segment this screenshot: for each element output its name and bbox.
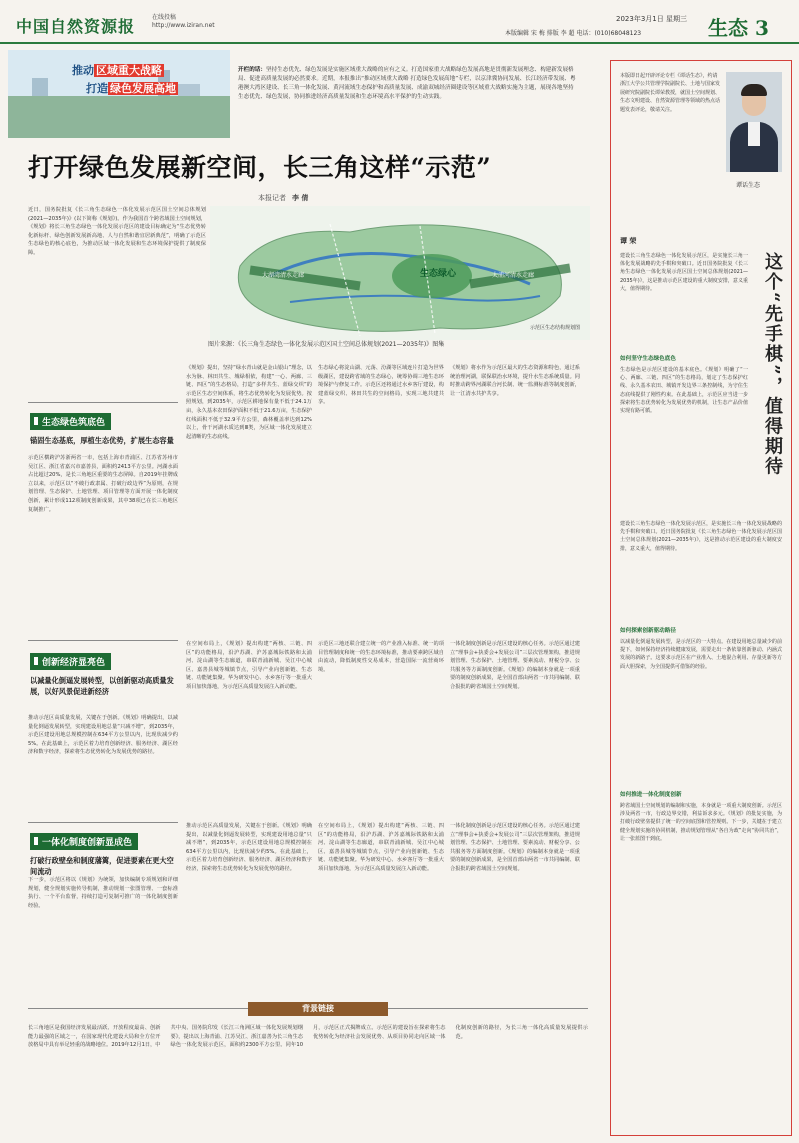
intro-label: 开栏的话： — [238, 67, 266, 73]
article-paragraph: 在空间布局上，《规划》提出构建“两核、三链、四区”的功能格局，沿沪苏湖、沪苏嘉城际铁路和太浦河、淀山湖等生态廊道，串联青浦新城、吴江中心城区、嘉善县城等城镇节点，引导产业向创新链、生态链、功能链集聚。华为研发中心、水乡客厅等一批重大项目加快落地，为示范区高质量发展注入新动能。 — [186, 641, 312, 690]
subheading-line: 打破行政壁垒和制度藩篱，促进要素在更大空间流动 — [30, 856, 174, 876]
subheading-line: 锚固生态基底，厚植生态优势，扩展生态容量 — [30, 436, 174, 445]
column-name: 谭话生态 — [736, 182, 761, 189]
column-paragraph: 建设长三角生态绿色一体化发展示范区，是实施长三角一体化发展战略的先手棋和突破口。近日国务院批复《长三角生态绿色一体化发展示范区国土空间总体规划(2021—2035年)》，这是推动示范区建设的重大制度安排，意义重大，值得期待。 — [620, 253, 748, 292]
column-title: 这个“先手棋”，值得期待 — [762, 252, 783, 477]
map-corridor-right: 太浦河清水走廊 — [492, 272, 535, 279]
column-paragraph: 生态绿色是示范区建设的基本底色。《规划》明确了“一心、两廊、三链、四区”的生态格局，划定了生态保护红线、永久基本农田、城镇开发边界三条控制线，为守住生态底线提供了刚性约束。在此基础上，示范区应当进一步探索将生态优势转化为发展优势的机制，让生态产品价值实现有路可循。 — [620, 367, 748, 415]
article-paragraph: 示范区三地还联合建立统一的产业准入标准、统一的项目管理制度和统一的生态环境标准，推动要素跨区域自由流动，降低制度性交易成本，营造国际一流营商环境。 — [318, 641, 444, 673]
subheading-block — [30, 410, 180, 446]
subheading-tag: 一体化制度创新显成色 — [30, 833, 138, 850]
article-paragraph: 《规划》将水作为示范区最大的生态资源和特色，通过系统治理河湖，联保联治水环境，提升水生态系统质量。同时推动跨界河湖联合河长制、统一监测标准等制度创新，让一江清水共护共享。 — [450, 365, 580, 397]
column-banner — [8, 50, 230, 138]
map-corridor-left: 大湖湾清水走廊 — [262, 272, 305, 279]
section-rule — [28, 640, 178, 641]
publication-name: 中国自然资源报 — [16, 17, 136, 36]
column-subheading: 如何探索创新驱动路径 — [620, 628, 676, 634]
author-photo — [726, 72, 782, 172]
section-rule — [28, 402, 178, 403]
article-paragraph: 推动示范区高质量发展，关键在于创新。《规划》明确提出，以减量化倒逼发展转型，实现建设用地总量“只减不增”，到2035年，示范区建设用地总规模控制在634平方公里以内，比现状减少约5%。在此基础上，示范区着力培育创新经济、服务经济、湖区经济和数字经济，探索将生态优势转化为发展优势的路径。 — [186, 823, 312, 872]
column-author-bio: 本版即日起开辟评论专栏《谭话生态》，约请浙江大学公共管理学院副院长、土地与国家发展研究院副院长谭荣教授，就国土空间规划、生态文明建设、自然资源管理等领域的热点话题发表评论，敬请关注。 — [620, 73, 721, 113]
editor-credits: 本版编辑 宋 梅 排版 李 超 电话：(010)68048123 — [505, 30, 642, 37]
article-paragraph: 近日，国务院批复《长三角生态绿色一体化发展示范区国土空间总体规划(2021—2035年)》(以下简称《规划》)。作为我国首个跨省域国土空间规划，《规划》将长三角生态绿色一体化发展示范区的建设目标确定为“生态优势转化新标杆、绿色创新发展新高地、人与自然和谐宜居新典范”，明确了示范区生态绿色的核心底色，为推动区域一体化发展和生态环境保护提供了制度保障。 — [28, 207, 206, 256]
page-number: 3 — [754, 16, 769, 40]
banner-line-1: 推动 区域重大战略 — [72, 64, 162, 77]
section-name: 生态 — [708, 16, 748, 40]
article-paragraph: 在空间布局上，《规划》提出构建“两核、三链、四区”的功能格局，沿沪苏湖、沪苏嘉城际铁路和太浦河、淀山湖等生态廊道，串联青浦新城、吴江中心城区、嘉善县城等城镇节点，引导产业向创新链、生态链、功能链集聚。华为研发中心、水乡客厅等一批重大项目加快落地，为示范区高质量发展注入新动能。 — [318, 823, 444, 872]
submission-label: 在线投稿 — [152, 14, 177, 21]
column-paragraph: 跨省域国土空间规划的编制和实施，本身就是一项重大制度创新。示范区涉及两省一市，行政边界交错，利益诉求多元。《规划》的批复实施，为打破行政壁垒提供了统一的空间底图和管控规则。下一步，关键在于建立健全规划实施的协同机制，推动规划管理从“各自为政”走向“协同共治”，让一张蓝图干到底。 — [620, 803, 782, 842]
submission-url[interactable] — [152, 14, 215, 30]
banner-line-2: 打造 绿色发展高地 — [86, 82, 176, 95]
submission-link[interactable]: http://www.iziran.net — [152, 22, 215, 29]
subheading-block — [30, 650, 180, 697]
article-paragraph: 一体化制度创新是示范区建设的核心任务。示范区通过建立“理事会+执委会+发展公司”三层次管理架构，推进规划管理、生态保护、土地管理、要素流动、财税分享、公共服务等方面制度创新。《规划》的编制本身就是一项重要的制度创新成果，是全国首部由两省一市共同编制、联合报批的跨省域国土空间规划。 — [450, 823, 580, 872]
column-subheading: 如何推进一体化制度创新 — [620, 792, 682, 798]
headline: 打开绿色发展新空间，长三角这样“示范” — [28, 153, 492, 182]
article-paragraph: 推动示范区高质量发展，关键在于创新。《规划》明确提出，以减量化倒逼发展转型，实现建设用地总量“只减不增”，到2035年，示范区建设用地总规模控制在634平方公里以内，比现状减少约5%。在此基础上，示范区着力培育创新经济、服务经济、湖区经济和数字经济，探索将生态优势转化为发展优势的路径。 — [28, 715, 178, 756]
subheading-tag: 创新经济显亮色 — [30, 653, 111, 670]
section-title — [708, 12, 769, 41]
background-link-text: 长三角地区是我国经济发展最活跃、开放程度最高、创新能力最强的区域之一，在国家现代化建设大局和全方位开放格局中具有举足轻重的战略地位。2019年12月1日，中共中央、国务院印发《长江三角洲区域一体化发展规划纲要》，提出以上海青浦、江苏吴江、浙江嘉善为长三角生态绿色一体化发展示范区，面积约2300平方公里。同年10月，示范区正式揭牌成立。示范区的建设旨在探索将生态优势转化为经济社会发展优势、从项目协同走向区域一体化制度创新的路径，为长三角一体化高质量发展提供示范。 — [28, 1025, 588, 1049]
byline: 本报记者 李 倩 — [258, 194, 309, 202]
column-paragraph: 建设长三角生态绿色一体化发展示范区，是实施长三角一体化发展战略的先手棋和突破口。近日国务院批复《长三角生态绿色一体化发展示范区国土空间总体规划(2021—2035年)》，这是推动示范区建设的重大制度安排，意义重大，值得期待。 — [620, 521, 782, 552]
article-paragraph: 示范区横跨沪苏浙两省一市，包括上海市青浦区、江苏省苏州市吴江区、浙江省嘉兴市嘉善县，面积约2413平方公里。河湖水面占比超过20%，是长三角地区重要的生态屏障。自2019年挂牌成立以来，示范区以“不破行政隶属、打破行政边界”为原则，在规划管理、生态保护、土地管理、项目管理等方面开展一体化制度创新，累计形成112项制度创新成果，其中38项已在长三角地区复制推广。 — [28, 455, 178, 513]
column-author: 谭 荣 — [620, 237, 637, 245]
article-paragraph: 《规划》提出，坚持“绿水青山就是金山银山”理念，以水为脉、林田共生、城绿相依，构建“一心、两廊、三链、四区”的生态格局，打造“多样共生、蓝绿交织”的示范区生态空间体系，将生态优势转化为发展优势。按照规划，到2035年，示范区耕地保有量不低于24.1万亩，永久基本农田保护面积不低于21.6万亩，生态保护红线面积不低于32.9平方公里，森林覆盖率达到12%以上，骨干河湖水质达到Ⅲ类，为区域一体化发展建立起清晰的生态底线。 — [186, 365, 312, 440]
column-intro — [238, 66, 578, 136]
article-paragraph: 一体化制度创新是示范区建设的核心任务。示范区通过建立“理事会+执委会+发展公司”三层次管理架构，推进规划管理、生态保护、土地管理、要素流动、财税分享、公共服务等方面制度创新。《规划》的编制本身就是一项重要的制度创新成果，是全国首部由两省一市共同编制、联合报批的跨省域国土空间规划。 — [450, 641, 580, 690]
map-caption: 图片来源：《长三角生态绿色一体化发展示范区国土空间总体规划(2021—2035年)》图集 — [208, 341, 445, 348]
subheading-block — [30, 830, 180, 877]
article-paragraph: 下一步，示范区将以《规划》为统领，加快编制专项规划和详细规划，健全规划实施传导机制，推动规划一张图管理、一套标准执行、一个平台监督，持续打造可复制可推广的一体化制度创新经验。 — [28, 877, 178, 909]
subheading-tag: 生态绿色筑底色 — [30, 413, 111, 430]
section-rule — [28, 822, 178, 823]
article-paragraph: 生态绿心将淀山湖、元荡、汾湖等区域连片打造为世界级湖区，建设跨省域的生态绿心，统筹协调三地生态环境保护与修复工作。示范区还将通过水乡客厅建设，构建蓝绿交织、林田共生的空间格局，实现三地共建共享。 — [318, 365, 444, 406]
masthead — [0, 0, 799, 44]
map-note: 示范区生态结构规划图 — [530, 325, 581, 331]
intro-text: 坚持生态优先、绿色发展是实施区域重大战略的应有之义。打造国家重大战略绿色发展高地是贯彻新发展理念、构建新发展格局、促进高质量发展的必然要求。近期，本报推出“推动区域重大战略 打造绿色发展高地”专栏，以京津冀协同发展、长江经济带发展、粤港澳大湾区建设、长三角一体化发展、黄河流域生态保护和高质量发展、成渝双城经济圈建设等区域重大战略实施为主题，展现各地坚持生态优先、绿色发展，协同推进经济高质量发展和生态环境高水平保护的生动实践。 — [238, 67, 576, 100]
ecology-structure-map — [210, 206, 590, 340]
map-center-label: 生态绿心 — [420, 269, 457, 279]
subheading-line: 以减量化倒逼发展转型，以创新驱动高质量发展，以好风景促进新经济 — [30, 676, 174, 696]
column-subheading: 如何坚守生态绿色底色 — [620, 356, 676, 362]
issue-date: 2023年3月1日 星期三 — [616, 15, 687, 23]
column-paragraph: 以减量化倒逼发展转型，是示范区的一大特点。在建设用地总量减少的前提下，如何保持经济持续健康发展，需要走出一条依靠创新驱动、内涵式发展的新路子。这要求示范区在产业准入、土地混合利用、存量更新等方面大胆探索，为全国提供可借鉴的经验。 — [620, 639, 782, 670]
background-link-title: 背景链接 — [248, 1002, 388, 1016]
